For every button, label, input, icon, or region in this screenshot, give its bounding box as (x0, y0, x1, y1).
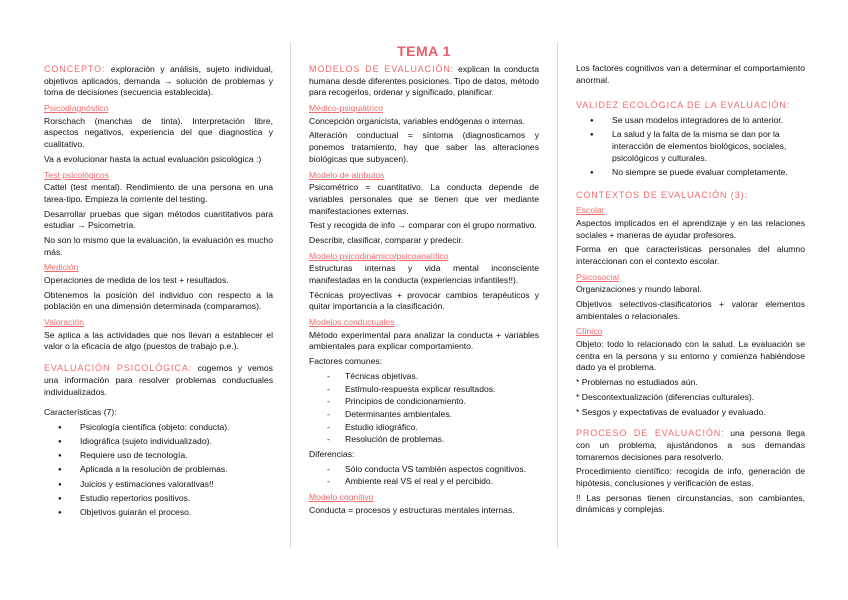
column-divider (557, 42, 558, 547)
test-p3: No son lo mismo que la evaluación, la evaluación es mucho más. (44, 234, 273, 257)
contextos-heading: CONTEXTOS DE EVALUACIÓN (3): (576, 189, 748, 200)
list-item: ● Psicología científica (objeto: conducta). (58, 422, 273, 434)
modelos-heading: MODELOS DE EVALUACIÓN: (309, 64, 455, 74)
list-item: - Estímulo-respuesta explicar resultados. (327, 384, 539, 396)
modelos-text: explican la conducta humana desde diferentes posiciones. Tipo de datos, método para recogerlos, ordenar y significado, planificar. (309, 64, 539, 98)
modelos-paragraph (309, 63, 539, 99)
list-item: ● Juicios y estimaciones valorativas!! (58, 479, 273, 491)
medico-p2: Alteración conductual = síntoma (diagnosticamos y ponemos tratamiento, hay que saber las alteraciones biológicas que subyacen). (309, 130, 539, 164)
column-2 (309, 63, 539, 519)
psicodinamico-label: Modelo psicodinámico/psicoanalítico (309, 250, 449, 261)
cognitivo-text: Conducta = procesos y estructuras mentales internas. (309, 504, 515, 515)
proceso-paragraph (576, 427, 805, 463)
medico-label: Médico-psiquiátrico (309, 103, 384, 114)
list-item: - Principios de condicionamiento. (327, 396, 539, 408)
psicodiagnostico-text: Rorschach (manchas de tinta). Interpretación libre, aspectos negativos, experiencia del que diagnostica y cualitativo. (44, 115, 273, 150)
psicosocial-p1: Organizaciones y mundo laboral. (576, 284, 702, 295)
evaluacion-text: cogemos y vemos una información para resolver problemas conductuales individualizados. (44, 363, 273, 397)
psicosocial-label: Psicosocial (576, 271, 619, 282)
concepto-text: exploración y análisis, sujeto individual, objetivos aplicados, demanda → solución de problemas y toma de decisiones (secuencia establecida). (44, 64, 273, 98)
proceso-p2: Procedimiento científico: recogida de info, generación de hipótesis, conclusiones y verificación de estas. (576, 466, 805, 488)
caracteristicas-label: Características (7): (44, 407, 117, 418)
list-item: ● Objetivos guiarán el proceso. (58, 507, 273, 519)
evaluacion-paragraph (44, 362, 273, 398)
test-p2: Desarrollar pruebas que sigan métodos cuantitativos para estudiar → Psicometría. (44, 208, 273, 231)
medico-p1: Concepción organicista, variables endógenas o internas. (309, 115, 525, 126)
conductuales-p1: Método experimental para analizar la conducta + variables ambientales para explicar comportamiento. (309, 329, 539, 352)
page-title: TEMA 1 (397, 43, 451, 59)
list-item: - Técnicas objetivas. (327, 371, 539, 383)
validez-list (590, 115, 805, 178)
escolar-p2: Forma en que características personales del alumno interaccionan con el contexto escolar. (576, 244, 805, 266)
psicodiagnostico-note: Va a evolucionar hasta la actual evaluación psicológica :) (44, 153, 262, 164)
evaluacion-heading: EVALUACIÓN PSICOLÓGICA: (44, 363, 193, 374)
list-item: - Determinantes ambientales. (327, 409, 539, 421)
proceso-text: una persona llega con un problema, ajustándonos a sus demandas tomaremos decisiones para resolverlo. (576, 428, 805, 462)
clinico-note: * Sesgos y expectativas de evaluador y evaluado. (576, 406, 766, 417)
clinico-p1: Objeto: todo lo relacionado con la salud. La evaluación se centra en la persona y su entorno y comienza habiéndose dado ya el problema. (576, 339, 805, 373)
diferencias-label: Diferencias: (309, 448, 355, 459)
concepto-heading: CONCEPTO: (44, 64, 106, 74)
caracteristicas-list (58, 422, 273, 519)
list-item: ● Aplicada a la resolución de problemas. (58, 464, 273, 476)
contextos-paragraph (576, 189, 805, 202)
test-label: Test psicológicos (44, 169, 109, 180)
list-item: - Resolución de problemas. (327, 434, 539, 446)
concepto-paragraph (44, 63, 273, 99)
medicion-label: Medición (44, 262, 79, 273)
diferencias-list (327, 464, 539, 488)
column-1 (44, 63, 273, 523)
list-item: ● Idiográfica (sujeto individualizado). (58, 436, 273, 448)
column-divider (290, 42, 291, 547)
cognitivo-label: Modelo cognitivo (309, 492, 374, 502)
clinico-note: * Problemas no estudiados aún. (576, 377, 698, 388)
atributos-p1: Psicométrico = cuantitativo. La conducta depende de variables personales que se tienen que ver mediante manifestaciones externas. (309, 182, 539, 216)
psicodinamico-p1: Estructuras internas y vida mental inconsciente manifestadas en la conducta (experiencias infantiles!!). (309, 263, 539, 285)
validez-heading: VALIDEZ ECOLÓGICA DE LA EVALUACIÓN: (576, 100, 791, 111)
escolar-p1: Aspectos implicados en el aprendizaje y en las relaciones sociales + maneras de ayudar profesores. (576, 217, 805, 240)
proceso-heading: PROCESO DE EVALUACIÓN: (576, 428, 725, 439)
list-item: ● Se usan modelos integradores de lo anterior. (590, 115, 805, 127)
list-item: ● Requiere uso de tecnología. (58, 450, 273, 462)
psicosocial-p2: Objetivos selectivos-clasificatorios + valorar elementos ambientales o relacionales. (576, 299, 805, 321)
atributos-p2: Test y recogida de info → comparar con el grupo normativo. (309, 220, 537, 231)
escolar-label: Escolar (576, 205, 605, 216)
intro-text: Los factores cognitivos van a determinar el comportamiento anormal. (576, 63, 805, 85)
factores-list (327, 371, 539, 446)
test-text: Cattel (test mental). Rendimiento de una persona en una tarea-tipo. Empieza la corriente del testing. (44, 182, 273, 204)
list-item: ● No siempre se puede evaluar completamente. (590, 167, 805, 179)
conductuales-label: Modelos conductuales (309, 317, 395, 328)
list-item: ● Estudio repertorios positivos. (58, 493, 273, 505)
psicodiagnostico-label: Psicodiagnóstico (44, 103, 109, 114)
validez-paragraph (576, 99, 805, 112)
psicodinamico-p2: Técnicas proyectivas + provocar cambios terapéuticos y quitar importancia a la clasificación. (309, 289, 539, 312)
medicion-p2: Obtenemos la posición del individuo con respecto a la población en una dimensión determinada (comparamos). (44, 289, 273, 312)
factores-label: Factores comunes: (309, 356, 383, 367)
list-item: - Sólo conducta VS también aspectos cognitivos. (327, 464, 539, 476)
list-item: ● La salud y la falta de la misma se dan por la interacción de elementos biológicos, sociales, psicológicos y culturales. (590, 129, 805, 164)
column-3 (576, 63, 805, 519)
list-item: - Ambiente real VS el real y el percibido. (327, 476, 539, 488)
clinico-note: * Descontextualización (diferencias culturales). (576, 391, 755, 402)
atributos-label: Modelo de atributos (309, 169, 385, 180)
clinico-label: Clínico (576, 326, 603, 337)
atributos-p3: Describir, clasificar, comparar y predecir. (309, 234, 464, 245)
list-item: - Estudio idiográfico. (327, 422, 539, 434)
proceso-p3: !! Las personas tienen circunstancias, son cambiantes, dinámicas y complejas. (576, 492, 805, 515)
medicion-p1: Operaciones de medida de los test + resultados. (44, 275, 229, 285)
valoracion-label: Valoración (44, 317, 84, 328)
valoracion-text: Se aplica a las actividades que nos llevan a establecer el valor o la eficacia de algo (puestos de trabajo p.e.). (44, 329, 273, 352)
